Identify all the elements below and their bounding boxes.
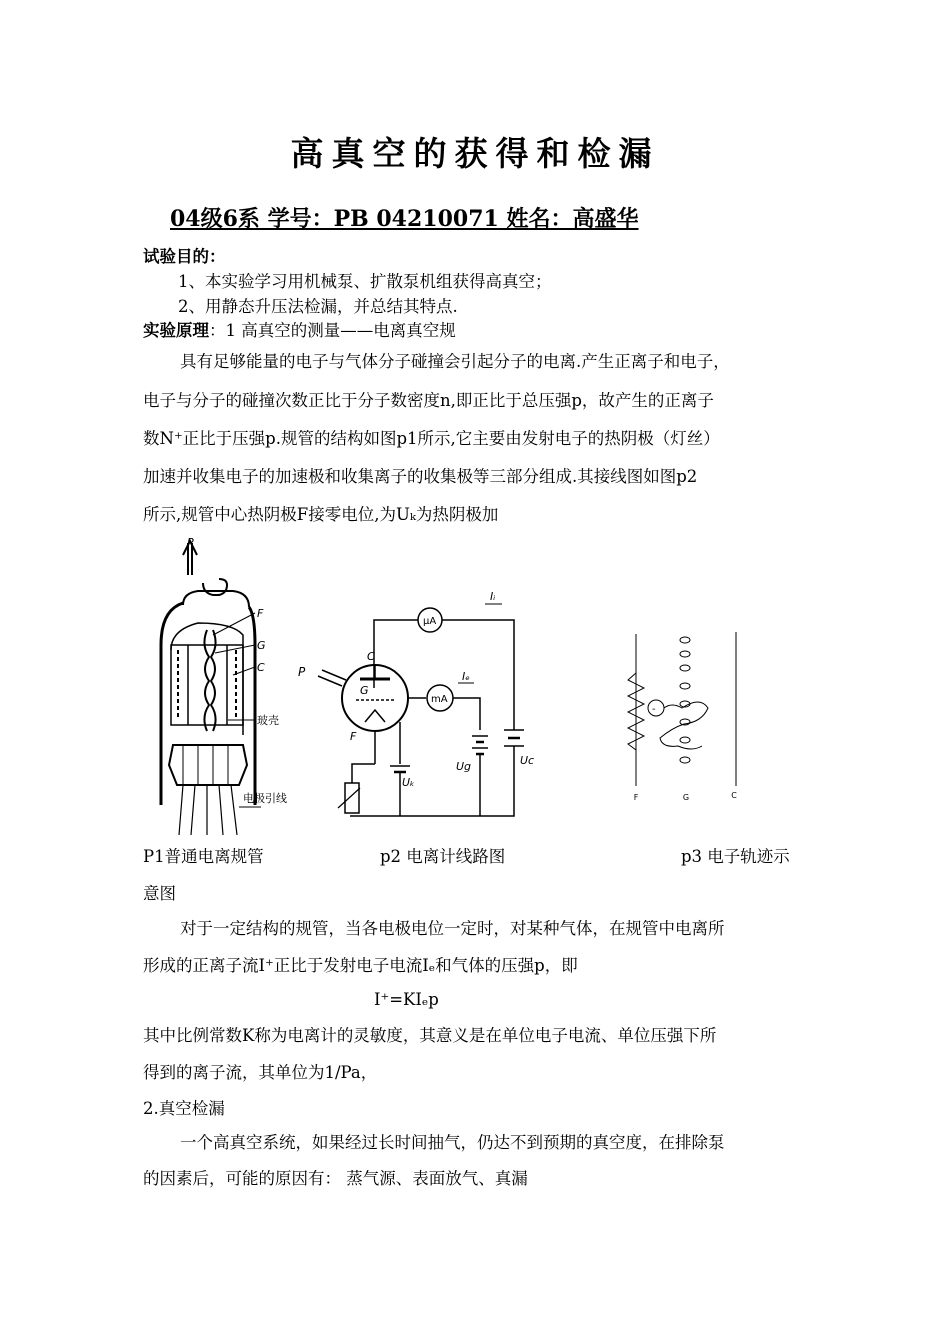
label-microammeter: μA <box>423 616 437 627</box>
purpose-heading: 试验目的： <box>143 247 226 266</box>
label-ug: Ug <box>456 760 472 773</box>
label-electrode-leads: 电极引线 <box>243 792 287 805</box>
caption-p3: p3 电子轨迹示 <box>681 847 790 866</box>
paragraph-line: 具有足够能量的电子与气体分子碰撞会引起分子的电离.产生正离子和电子， <box>180 352 730 371</box>
principle-subheading: ：1 高真空的测量——电离真空规 <box>209 321 456 340</box>
caption-p1: P1普通电离规管 <box>143 847 264 866</box>
label-glass-shell: 玻壳 <box>257 714 279 727</box>
label-grid: G <box>682 793 690 802</box>
label-pressure: P <box>187 536 194 549</box>
author-line: 04级6系 学号：PB 04210071 姓名：高盛华 <box>170 206 639 232</box>
paragraph-line: 所示,规管中心热阴极F接零电位,为Uₖ为热阴极加 <box>143 505 499 524</box>
label-pressure: P <box>298 665 306 679</box>
paragraph-line: 得到的离子流，其单位为1/Pa， <box>143 1063 378 1082</box>
figure-p2-circuit <box>290 588 545 828</box>
label-cathode: F <box>257 607 264 620</box>
label-collector: C <box>257 661 265 674</box>
label-collector: C <box>731 791 737 800</box>
label-milliammeter: mA <box>431 694 448 705</box>
caption-p2: p2 电离计线路图 <box>380 847 506 866</box>
figure-p3-electron-trajectory <box>620 628 755 808</box>
principle-line <box>143 321 456 341</box>
label-collector: C <box>367 650 375 663</box>
paragraph-line: 数N⁺正比于压强p.规管的结构如图p1所示,它主要由发射电子的热阴极（灯丝） <box>143 429 720 448</box>
paragraph-line: 电子与分子的碰撞次数正比于分子数密度n,即正比于总压强p，故产生的正离子 <box>143 391 714 410</box>
label-cathode: F <box>350 730 357 743</box>
caption-p3-wrap: 意图 <box>143 884 176 903</box>
label-uc: Uc <box>520 754 535 767</box>
formula: I⁺=KIₑp <box>374 990 439 1009</box>
purpose-item: 2、用静态升压法检漏，并总结其特点. <box>178 297 458 316</box>
label-cathode: F <box>633 793 639 802</box>
section-heading: 2.真空检漏 <box>143 1099 225 1118</box>
paragraph-line: 一个高真空系统，如果经过长时间抽气，仍达不到预期的真空度，在排除泵 <box>180 1133 725 1152</box>
purpose-item: 1、本实验学习用机械泵、扩散泵机组获得高真空； <box>178 272 552 291</box>
label-electron-current: Iₑ <box>462 670 470 683</box>
paragraph-line: 加速并收集电子的加速极和收集离子的收集极等三部分组成.其接线图如图p2 <box>143 467 698 486</box>
paragraph-line: 其中比例常数K称为电离计的灵敏度，其意义是在单位电子电流、单位压强下所 <box>143 1026 717 1045</box>
principle-heading: 实验原理 <box>143 321 209 340</box>
document-title: 高真空的获得和检漏 <box>290 134 660 173</box>
label-minus-sign: - <box>652 704 656 715</box>
paragraph-line: 形成的正离子流I⁺正比于发射电子电流Iₑ和气体的压强p，即 <box>143 956 578 975</box>
label-uk: Uₖ <box>402 776 415 789</box>
paragraph-line: 的因素后，可能的原因有： 蒸气源、表面放气、真漏 <box>143 1169 528 1188</box>
paragraph-line: 对于一定结构的规管，当各电极电位一定时，对某种气体，在规管中电离所 <box>180 919 725 938</box>
figure-p1-gauge-tube <box>143 535 303 835</box>
label-grid: G <box>360 684 369 697</box>
label-ion-current: Iᵢ <box>490 590 496 603</box>
label-grid: G <box>257 639 266 652</box>
